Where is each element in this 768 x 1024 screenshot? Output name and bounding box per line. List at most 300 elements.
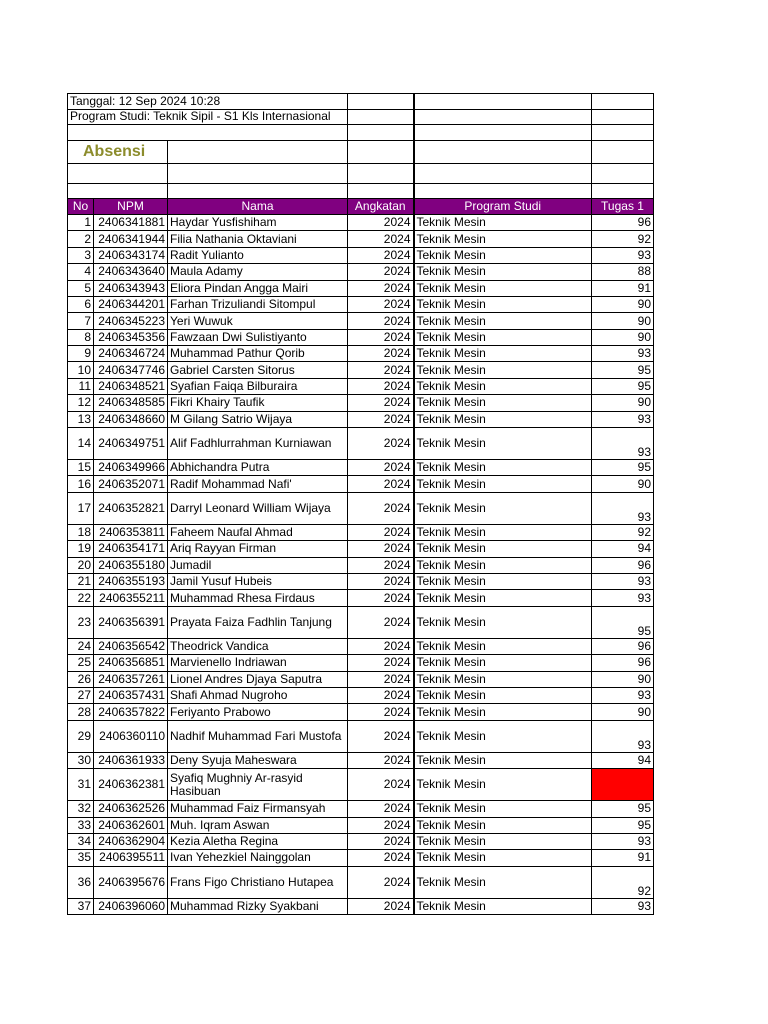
cell-tugas-1[interactable]: 90 <box>592 329 654 345</box>
cell-nama[interactable]: Prayata Faiza Fadhlin Tanjung <box>168 606 348 638</box>
cell-npm[interactable]: 2406355180 <box>94 557 168 573</box>
cell-angkatan[interactable]: 2024 <box>348 395 414 411</box>
table-row <box>68 329 654 345</box>
cell-nama[interactable]: Darryl Leonard William Wijaya <box>168 492 348 524</box>
cell-npm[interactable]: 2406395676 <box>94 866 168 898</box>
cell-nama[interactable]: Yeri Wuwuk <box>168 313 348 329</box>
table-row <box>68 687 654 703</box>
header-tugas-1[interactable]: Tugas 1 <box>592 199 654 215</box>
cell-program-studi[interactable]: Teknik Mesin <box>414 214 592 230</box>
cell-angkatan[interactable]: 2024 <box>348 817 414 833</box>
cell-no[interactable]: 32 <box>68 801 94 817</box>
cell-no[interactable]: 33 <box>68 817 94 833</box>
cell-nama[interactable]: Kezia Aletha Regina <box>168 833 348 849</box>
table-row <box>68 214 654 230</box>
cell-program-studi[interactable]: Teknik Mesin <box>414 329 592 345</box>
cell-angkatan[interactable]: 2024 <box>348 264 414 280</box>
cell-program-studi[interactable]: Teknik Mesin <box>414 590 592 606</box>
empty-cell[interactable] <box>168 163 348 183</box>
cell-nama[interactable]: Jumadil <box>168 557 348 573</box>
cell-program-studi[interactable]: Teknik Mesin <box>414 346 592 362</box>
cell-angkatan[interactable]: 2024 <box>348 687 414 703</box>
cell-npm[interactable]: 2406348521 <box>94 378 168 394</box>
table-row <box>68 524 654 540</box>
empty-cell[interactable] <box>68 125 348 141</box>
cell-npm[interactable]: 2406354171 <box>94 541 168 557</box>
cell-tugas-1[interactable]: 92 <box>592 866 654 898</box>
cell-no[interactable]: 37 <box>68 898 94 914</box>
cell-tugas-1[interactable]: 93 <box>592 687 654 703</box>
cell-nama[interactable]: Theodrick Vandica <box>168 638 348 654</box>
cell-no[interactable]: 10 <box>68 362 94 378</box>
cell-npm[interactable]: 2406348660 <box>94 411 168 427</box>
cell-tugas-1[interactable]: 88 <box>592 264 654 280</box>
cell-angkatan[interactable]: 2024 <box>348 460 414 476</box>
table-row <box>68 850 654 866</box>
table-row <box>68 557 654 573</box>
header-row <box>68 199 654 215</box>
cell-nama[interactable]: Fawzaan Dwi Sulistiyanto <box>168 329 348 345</box>
cell-program-studi[interactable]: Teknik Mesin <box>414 817 592 833</box>
cell-nama[interactable]: Radit Yulianto <box>168 247 348 263</box>
cell-no[interactable]: 8 <box>68 329 94 345</box>
cell-no[interactable]: 19 <box>68 541 94 557</box>
cell-npm[interactable]: 2406355211 <box>94 590 168 606</box>
cell-tugas-1[interactable]: 93 <box>592 411 654 427</box>
empty-cell[interactable] <box>592 125 654 141</box>
cell-program-studi[interactable]: Teknik Mesin <box>414 460 592 476</box>
empty-cell[interactable] <box>414 125 592 141</box>
cell-nama[interactable]: Feriyanto Prabowo <box>168 704 348 720</box>
cell-tugas-1[interactable]: 91 <box>592 850 654 866</box>
cell-angkatan[interactable]: 2024 <box>348 638 414 654</box>
table-row <box>68 752 654 768</box>
cell-angkatan[interactable]: 2024 <box>348 541 414 557</box>
cell-npm[interactable]: 2406344201 <box>94 296 168 312</box>
cell-npm[interactable]: 2406345356 <box>94 329 168 345</box>
cell-angkatan[interactable]: 2024 <box>348 329 414 345</box>
cell-angkatan[interactable]: 2024 <box>348 247 414 263</box>
cell-npm[interactable]: 2406355193 <box>94 574 168 590</box>
cell-tugas-1[interactable]: 93 <box>592 898 654 914</box>
cell-program-studi[interactable]: Teknik Mesin <box>414 769 592 801</box>
cell-no[interactable]: 34 <box>68 833 94 849</box>
cell-npm[interactable]: 2406348585 <box>94 395 168 411</box>
blank-row <box>68 163 654 183</box>
cell-nama[interactable]: Jamil Yusuf Hubeis <box>168 574 348 590</box>
cell-npm[interactable]: 2406349966 <box>94 460 168 476</box>
cell-npm[interactable]: 2406357822 <box>94 704 168 720</box>
cell-angkatan[interactable]: 2024 <box>348 769 414 801</box>
cell-nama[interactable]: Haydar Yusfishiham <box>168 214 348 230</box>
table-row <box>68 247 654 263</box>
cell-no[interactable]: 27 <box>68 687 94 703</box>
cell-program-studi[interactable]: Teknik Mesin <box>414 866 592 898</box>
cell-program-studi[interactable]: Teknik Mesin <box>414 752 592 768</box>
cell-program-studi[interactable]: Teknik Mesin <box>414 476 592 492</box>
empty-cell[interactable] <box>592 183 654 199</box>
cell-program-studi[interactable]: Teknik Mesin <box>414 720 592 752</box>
cell-no[interactable]: 14 <box>68 428 94 460</box>
cell-no[interactable]: 23 <box>68 606 94 638</box>
cell-nama[interactable]: Syafian Faiqa Bilburaira <box>168 378 348 394</box>
cell-program-studi[interactable]: Teknik Mesin <box>414 411 592 427</box>
cell-tugas-1[interactable]: 96 <box>592 638 654 654</box>
cell-angkatan[interactable]: 2024 <box>348 801 414 817</box>
cell-angkatan[interactable]: 2024 <box>348 850 414 866</box>
empty-cell[interactable] <box>414 109 592 125</box>
cell-tugas-1[interactable]: 90 <box>592 313 654 329</box>
sheet-title[interactable]: Absensi <box>68 140 168 163</box>
cell-angkatan[interactable]: 2024 <box>348 346 414 362</box>
header-nama[interactable]: Nama <box>168 199 348 215</box>
table-row <box>68 428 654 460</box>
cell-angkatan[interactable]: 2024 <box>348 898 414 914</box>
cell-program-studi[interactable]: Teknik Mesin <box>414 492 592 524</box>
title-row <box>68 140 654 163</box>
table-row <box>68 769 654 801</box>
cell-nama[interactable]: Faheem Naufal Ahmad <box>168 524 348 540</box>
cell-angkatan[interactable]: 2024 <box>348 428 414 460</box>
cell-angkatan[interactable]: 2024 <box>348 231 414 247</box>
cell-angkatan[interactable]: 2024 <box>348 280 414 296</box>
table-row <box>68 362 654 378</box>
cell-nama[interactable]: Radif Mohammad Nafi' <box>168 476 348 492</box>
cell-tugas-1[interactable]: 91 <box>592 280 654 296</box>
empty-cell[interactable] <box>348 109 414 125</box>
cell-program-studi[interactable]: Teknik Mesin <box>414 898 592 914</box>
cell-tugas-1[interactable]: 95 <box>592 817 654 833</box>
empty-cell[interactable] <box>414 140 592 163</box>
table-row <box>68 313 654 329</box>
cell-angkatan[interactable]: 2024 <box>348 476 414 492</box>
cell-tugas-1[interactable]: 96 <box>592 655 654 671</box>
empty-cell[interactable] <box>592 94 654 110</box>
cell-tugas-1[interactable]: 93 <box>592 590 654 606</box>
date-cell[interactable]: Tanggal: 12 Sep 2024 10:28 <box>68 94 348 110</box>
empty-cell[interactable] <box>348 163 414 183</box>
table-row <box>68 476 654 492</box>
cell-npm[interactable]: 2406352071 <box>94 476 168 492</box>
cell-nama[interactable]: Shafi Ahmad Nugroho <box>168 687 348 703</box>
cell-nama[interactable]: Alif Fadhlurrahman Kurniawan <box>168 428 348 460</box>
cell-tugas-1[interactable]: 95 <box>592 362 654 378</box>
cell-npm[interactable]: 2406343640 <box>94 264 168 280</box>
cell-nama[interactable]: Abhichandra Putra <box>168 460 348 476</box>
cell-npm[interactable]: 2406396060 <box>94 898 168 914</box>
cell-npm[interactable]: 2406361933 <box>94 752 168 768</box>
cell-npm[interactable]: 2406347746 <box>94 362 168 378</box>
cell-nama[interactable]: Deny Syuja Maheswara <box>168 752 348 768</box>
cell-npm[interactable]: 2406343174 <box>94 247 168 263</box>
cell-no[interactable]: 2 <box>68 231 94 247</box>
date-row <box>68 94 654 110</box>
program-cell[interactable]: Program Studi: Teknik Sipil - S1 Kls Internasional <box>68 109 348 125</box>
cell-program-studi[interactable]: Teknik Mesin <box>414 557 592 573</box>
cell-tugas-1[interactable]: 95 <box>592 801 654 817</box>
cell-nama[interactable]: Fikri Khairy Taufik <box>168 395 348 411</box>
table-row <box>68 264 654 280</box>
cell-program-studi[interactable]: Teknik Mesin <box>414 655 592 671</box>
table-row <box>68 346 654 362</box>
cell-no[interactable]: 36 <box>68 866 94 898</box>
cell-npm[interactable]: 2406349751 <box>94 428 168 460</box>
table-row <box>68 411 654 427</box>
cell-angkatan[interactable]: 2024 <box>348 524 414 540</box>
table-row <box>68 898 654 914</box>
header-no[interactable]: No <box>68 199 94 215</box>
cell-angkatan[interactable]: 2024 <box>348 720 414 752</box>
cell-nama[interactable]: Lionel Andres Djaya Saputra <box>168 671 348 687</box>
cell-tugas-1[interactable]: 90 <box>592 704 654 720</box>
cell-no[interactable]: 5 <box>68 280 94 296</box>
cell-no[interactable]: 30 <box>68 752 94 768</box>
cell-program-studi[interactable]: Teknik Mesin <box>414 574 592 590</box>
program-row <box>68 109 654 125</box>
cell-no[interactable]: 26 <box>68 671 94 687</box>
cell-no[interactable]: 16 <box>68 476 94 492</box>
table-row <box>68 704 654 720</box>
cell-angkatan[interactable]: 2024 <box>348 671 414 687</box>
cell-nama[interactable]: Syafiq Mughniy Ar-rasyid Hasibuan <box>168 769 348 801</box>
cell-npm[interactable]: 2406395511 <box>94 850 168 866</box>
cell-tugas-1[interactable]: 93 <box>592 428 654 460</box>
cell-angkatan[interactable]: 2024 <box>348 313 414 329</box>
empty-cell[interactable] <box>414 183 592 199</box>
cell-angkatan[interactable]: 2024 <box>348 752 414 768</box>
empty-cell[interactable] <box>168 140 348 163</box>
cell-program-studi[interactable]: Teknik Mesin <box>414 428 592 460</box>
table-row <box>68 720 654 752</box>
cell-tugas-1[interactable] <box>592 769 654 801</box>
empty-cell[interactable] <box>592 140 654 163</box>
cell-angkatan[interactable]: 2024 <box>348 557 414 573</box>
cell-npm[interactable]: 2406357261 <box>94 671 168 687</box>
cell-program-studi[interactable]: Teknik Mesin <box>414 833 592 849</box>
cell-no[interactable]: 31 <box>68 769 94 801</box>
cell-angkatan[interactable]: 2024 <box>348 574 414 590</box>
cell-angkatan[interactable]: 2024 <box>348 866 414 898</box>
cell-no[interactable]: 25 <box>68 655 94 671</box>
empty-cell[interactable] <box>348 94 414 110</box>
cell-nama[interactable]: Ariq Rayyan Firman <box>168 541 348 557</box>
cell-nama[interactable]: Gabriel Carsten Sitorus <box>168 362 348 378</box>
cell-nama[interactable]: Frans Figo Christiano Hutapea <box>168 866 348 898</box>
cell-tugas-1[interactable]: 96 <box>592 557 654 573</box>
cell-angkatan[interactable]: 2024 <box>348 492 414 524</box>
cell-tugas-1[interactable]: 92 <box>592 231 654 247</box>
cell-nama[interactable]: Farhan Trizuliandi Sitompul <box>168 296 348 312</box>
cell-no[interactable]: 4 <box>68 264 94 280</box>
empty-cell[interactable] <box>168 183 348 199</box>
cell-no[interactable]: 21 <box>68 574 94 590</box>
cell-program-studi[interactable]: Teknik Mesin <box>414 801 592 817</box>
cell-program-studi[interactable]: Teknik Mesin <box>414 362 592 378</box>
cell-tugas-1[interactable]: 95 <box>592 606 654 638</box>
cell-angkatan[interactable]: 2024 <box>348 606 414 638</box>
cell-angkatan[interactable]: 2024 <box>348 655 414 671</box>
cell-tugas-1[interactable]: 90 <box>592 395 654 411</box>
cell-npm[interactable]: 2406362601 <box>94 817 168 833</box>
cell-angkatan[interactable]: 2024 <box>348 833 414 849</box>
cell-angkatan[interactable]: 2024 <box>348 296 414 312</box>
cell-npm[interactable]: 2406357431 <box>94 687 168 703</box>
cell-program-studi[interactable]: Teknik Mesin <box>414 524 592 540</box>
cell-tugas-1[interactable]: 96 <box>592 214 654 230</box>
table-row <box>68 541 654 557</box>
cell-no[interactable]: 1 <box>68 214 94 230</box>
header-program-studi[interactable]: Program Studi <box>414 199 592 215</box>
table-row <box>68 574 654 590</box>
cell-npm[interactable]: 2406356851 <box>94 655 168 671</box>
cell-tugas-1[interactable]: 95 <box>592 378 654 394</box>
cell-npm[interactable]: 2406353811 <box>94 524 168 540</box>
header-angkatan[interactable]: Angkatan <box>348 199 414 215</box>
table-row <box>68 801 654 817</box>
cell-program-studi[interactable]: Teknik Mesin <box>414 247 592 263</box>
table-row <box>68 378 654 394</box>
empty-cell[interactable] <box>348 183 414 199</box>
cell-program-studi[interactable]: Teknik Mesin <box>414 395 592 411</box>
cell-nama[interactable]: Muhammad Rizky Syakbani <box>168 898 348 914</box>
cell-tugas-1[interactable]: 95 <box>592 460 654 476</box>
cell-program-studi[interactable]: Teknik Mesin <box>414 671 592 687</box>
cell-no[interactable]: 7 <box>68 313 94 329</box>
cell-npm[interactable]: 2406343943 <box>94 280 168 296</box>
cell-program-studi[interactable]: Teknik Mesin <box>414 264 592 280</box>
cell-nama[interactable]: Filia Nathania Oktaviani <box>168 231 348 247</box>
cell-npm[interactable]: 2406360110 <box>94 720 168 752</box>
cell-tugas-1[interactable]: 90 <box>592 671 654 687</box>
cell-no[interactable]: 29 <box>68 720 94 752</box>
cell-no[interactable]: 17 <box>68 492 94 524</box>
empty-cell[interactable] <box>414 94 592 110</box>
cell-angkatan[interactable]: 2024 <box>348 411 414 427</box>
cell-program-studi[interactable]: Teknik Mesin <box>414 704 592 720</box>
cell-angkatan[interactable]: 2024 <box>348 378 414 394</box>
cell-angkatan[interactable]: 2024 <box>348 214 414 230</box>
cell-tugas-1[interactable]: 93 <box>592 720 654 752</box>
cell-no[interactable]: 20 <box>68 557 94 573</box>
cell-nama[interactable]: Muh. Iqram Aswan <box>168 817 348 833</box>
attendance-sheet <box>67 93 654 915</box>
cell-nama[interactable]: Marvienello Indriawan <box>168 655 348 671</box>
cell-angkatan[interactable]: 2024 <box>348 704 414 720</box>
cell-npm[interactable]: 2406346724 <box>94 346 168 362</box>
empty-cell[interactable] <box>414 163 592 183</box>
cell-nama[interactable]: Muhammad Pathur Qorib <box>168 346 348 362</box>
table-row <box>68 231 654 247</box>
cell-no[interactable]: 35 <box>68 850 94 866</box>
cell-tugas-1[interactable]: 94 <box>592 541 654 557</box>
cell-tugas-1[interactable]: 93 <box>592 574 654 590</box>
cell-nama[interactable]: Muhammad Faiz Firmansyah <box>168 801 348 817</box>
table-row <box>68 655 654 671</box>
cell-tugas-1[interactable]: 92 <box>592 524 654 540</box>
cell-program-studi[interactable]: Teknik Mesin <box>414 687 592 703</box>
cell-nama[interactable]: Muhammad Rhesa Firdaus <box>168 590 348 606</box>
empty-cell[interactable] <box>68 163 168 183</box>
blank-row <box>68 125 654 141</box>
cell-tugas-1[interactable]: 93 <box>592 833 654 849</box>
blank-row <box>68 183 654 199</box>
empty-cell[interactable] <box>348 125 414 141</box>
cell-program-studi[interactable]: Teknik Mesin <box>414 378 592 394</box>
cell-npm[interactable]: 2406345223 <box>94 313 168 329</box>
cell-npm[interactable]: 2406341881 <box>94 214 168 230</box>
cell-tugas-1[interactable]: 93 <box>592 346 654 362</box>
cell-tugas-1[interactable]: 93 <box>592 247 654 263</box>
cell-program-studi[interactable]: Teknik Mesin <box>414 541 592 557</box>
table-row <box>68 492 654 524</box>
cell-no[interactable]: 28 <box>68 704 94 720</box>
cell-nama[interactable]: Nadhif Muhammad Fari Mustofa <box>168 720 348 752</box>
cell-npm[interactable]: 2406362381 <box>94 769 168 801</box>
cell-angkatan[interactable]: 2024 <box>348 362 414 378</box>
table-row <box>68 590 654 606</box>
cell-no[interactable]: 13 <box>68 411 94 427</box>
empty-cell[interactable] <box>348 140 414 163</box>
cell-nama[interactable]: Maula Adamy <box>168 264 348 280</box>
cell-program-studi[interactable]: Teknik Mesin <box>414 606 592 638</box>
cell-angkatan[interactable]: 2024 <box>348 590 414 606</box>
cell-npm[interactable]: 2406352821 <box>94 492 168 524</box>
table-row <box>68 817 654 833</box>
cell-program-studi[interactable]: Teknik Mesin <box>414 296 592 312</box>
cell-nama[interactable]: Eliora Pindan Angga Mairi <box>168 280 348 296</box>
table-row <box>68 280 654 296</box>
cell-program-studi[interactable]: Teknik Mesin <box>414 313 592 329</box>
header-npm[interactable]: NPM <box>94 199 168 215</box>
cell-program-studi[interactable]: Teknik Mesin <box>414 280 592 296</box>
cell-nama[interactable]: M Gilang Satrio Wijaya <box>168 411 348 427</box>
cell-no[interactable]: 24 <box>68 638 94 654</box>
cell-tugas-1[interactable]: 94 <box>592 752 654 768</box>
cell-tugas-1[interactable]: 93 <box>592 492 654 524</box>
empty-cell[interactable] <box>592 109 654 125</box>
cell-no[interactable]: 18 <box>68 524 94 540</box>
cell-program-studi[interactable]: Teknik Mesin <box>414 231 592 247</box>
table-row <box>68 606 654 638</box>
table-row <box>68 296 654 312</box>
cell-npm[interactable]: 2406356391 <box>94 606 168 638</box>
cell-nama[interactable]: Ivan Yehezkiel Nainggolan <box>168 850 348 866</box>
cell-no[interactable]: 3 <box>68 247 94 263</box>
cell-no[interactable]: 22 <box>68 590 94 606</box>
cell-no[interactable]: 15 <box>68 460 94 476</box>
cell-program-studi[interactable]: Teknik Mesin <box>414 850 592 866</box>
table-row <box>68 460 654 476</box>
cell-tugas-1[interactable]: 90 <box>592 476 654 492</box>
cell-program-studi[interactable]: Teknik Mesin <box>414 638 592 654</box>
cell-tugas-1[interactable]: 90 <box>592 296 654 312</box>
cell-no[interactable]: 6 <box>68 296 94 312</box>
empty-cell[interactable] <box>68 183 168 199</box>
cell-npm[interactable]: 2406362904 <box>94 833 168 849</box>
table-row <box>68 866 654 898</box>
empty-cell[interactable] <box>592 163 654 183</box>
cell-no[interactable]: 11 <box>68 378 94 394</box>
cell-npm[interactable]: 2406356542 <box>94 638 168 654</box>
cell-npm[interactable]: 2406341944 <box>94 231 168 247</box>
cell-npm[interactable]: 2406362526 <box>94 801 168 817</box>
cell-no[interactable]: 9 <box>68 346 94 362</box>
table-row <box>68 638 654 654</box>
table-row <box>68 671 654 687</box>
cell-no[interactable]: 12 <box>68 395 94 411</box>
table-row <box>68 833 654 849</box>
sheet-body <box>68 94 654 915</box>
